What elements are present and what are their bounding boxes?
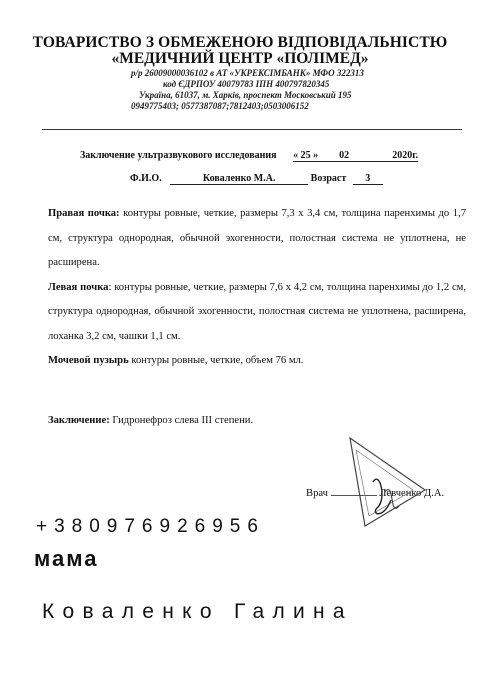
bladder-label: Мочевой пузырь: [48, 355, 129, 366]
left-kidney-paragraph: [48, 276, 466, 350]
header-divider: [42, 129, 462, 130]
right-kidney-paragraph: [48, 202, 466, 276]
left-kidney-label: Левая почка: [48, 281, 109, 293]
org-name-line2: «МЕДИЧНИЙ ЦЕНТР «ПОЛІМЕД»: [111, 50, 369, 67]
handwritten-phone: +380976926956: [36, 516, 265, 537]
handwritten-name: Коваленко Галина: [42, 600, 353, 623]
doctor-label: Врач: [306, 488, 328, 499]
tax-codes: код ЄДРПОУ 40079783 ІПН 400797820345: [163, 79, 330, 89]
findings-block: [48, 202, 466, 374]
right-kidney-label: Правая почка:: [48, 208, 120, 219]
right-kidney-text: контуры ровные, четкие, размеры 7,3 х 3,4 см, толщина паренхимы до 1,7 см, структура однородная, обычной эхогенности, полостная система не уплотнена, не расширена.: [48, 208, 466, 268]
left-kidney-text: : контуры ровные, четкие, размеры 7,6 х 4,2 см, толщина паренхимы до 1,2 см, структура однородная, обычной эхогенности, полостная система не уплотнена, расширена, лоханка 3,2 см, чашки 1,1 см.: [48, 281, 466, 342]
address: Україна, 61037, м. Харків, проспект Московський 195: [139, 90, 352, 100]
phone-numbers: 0949775403; 0577387087;7812403;0503006152: [131, 101, 309, 111]
report-date-day: « 25 »: [293, 150, 319, 161]
report-date-month: 02: [318, 150, 370, 162]
fio-label: Ф.И.О.: [130, 173, 162, 184]
bank-details: р/р 26009000036102 в АТ «УКРЕКСІМБАНК» МФО 322313: [131, 68, 364, 78]
conclusion-row: [48, 415, 253, 426]
conclusion-text: Гидронефроз слева III степени.: [109, 415, 254, 426]
bladder-paragraph: [48, 349, 466, 374]
age-label: Возраст: [310, 173, 347, 184]
handwritten-relation: мама: [34, 546, 99, 571]
report-title: Заключение ультразвукового исследования: [80, 150, 277, 161]
report-date-year: 2020г.: [370, 150, 418, 162]
conclusion-label: Заключение:: [48, 415, 110, 426]
fio-value: Коваленко М.А.: [170, 173, 308, 185]
doctor-name: Левченко Д.А.: [379, 488, 445, 499]
org-name-line1: ТОВАРИСТВО З ОБМЕЖЕНОЮ ВІДПОВІДАЛЬНІСТЮ: [32, 34, 448, 51]
age-value: 3: [353, 173, 383, 185]
bladder-text: контуры ровные, четкие, объем 76 мл.: [128, 355, 304, 366]
patient-row: [130, 173, 383, 185]
report-title-row: [80, 150, 418, 162]
stamp-seal: [325, 430, 435, 530]
